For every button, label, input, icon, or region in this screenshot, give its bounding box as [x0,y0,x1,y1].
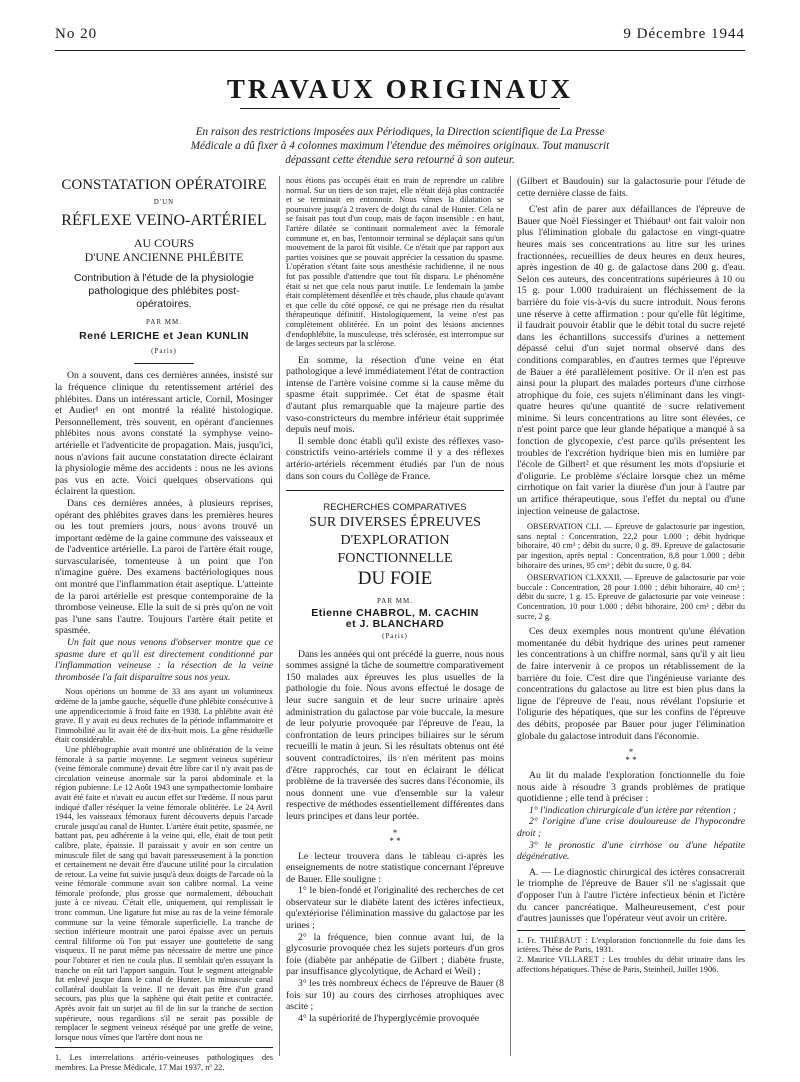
article2-footnote-2: 2. Maurice VILLARET : Les troubles du débit urinaire dans les affections hépatiques. Thèse de Paris, Steinheil, Juillet 1906. [517,955,745,974]
article2-list-4: 4° la supériorité de l'hyperglycémie provoquée [298,1012,480,1024]
article2-authors-2: et J. BLANCHARD [345,618,445,631]
article1-observation-2: Une phlébographie avait montré une oblitération de la veine fémorale à sa partie moyenne. Le segment veineux supérieur (veine fémorale commune) devait être libre car il n'y avait pas de circulation veineuse anormale sur la paroi abdominale et la région pubienne. Le 12 Août 1943 une sympathectomie lombaire avait été faite et n'avait eu aucun effet sur l'œdème. Il nous parut indiqué d'aller réséquer la veine fémorale oblitérée. Le 24 Avril 1944, les vaisseaux fémoraux furent découverts depuis l'arcade crurale jusqu'au canal de Hunter. L'artère était petite, spasmée, ne battant pas, peu adhérente à la veine qui, elle, était de tout petit calibre, plate, épaissie. Il paraissait y avoir en son centre un minuscule filet de sang qui bavait paresseusement à la ponction et certainement ne devait être d'aucune utilité pour la circulation de retour. La veine fut suivie jusqu'à deux doigts de l'arcade où la veine fémorale commune avait son calibre normal. La veine fémorale profonde, plus grosse que normalement, débouchait juste à ce niveau. C'était elle, uniquement, qui remplissait le tronc commun. Une ligature fut mise au ras de la veine fémorale commune sur la veine fémorale superficielle. La tranche de section inférieure montrait une paroi épaisse avec un pertuis central filiforme où l'on put essayer une gouttelette de sang visqueux. Il ne parut même pas nécessaire de mettre une pince pour l'obturer et rien ne coula plus. Il semblait qu'en essuyant la tranche on eût tari l'apport sanguin. Tout le segment atteignable fut enlevé jusque dans le canal de Hunter. Un minuscule canal collatéral doublait la veine. Il ne devait pas être d'un grand secours, pas plus que la saphène qui était petite et contractée. Après avoir fait un surjet au fil de lin sur la tranche de section supérieure, nous regardions s'il ne serait pas possible de remplacer le segment veineux réséqué par une greffe de veine, lorsque nous vîmes que l'artère dont nous ne [55,744,273,1042]
article1-title-3: AU COURS [133,235,195,250]
article2-c3-list-3: 3° le pronostic d'une cirrhose ou d'une hépatite dégénérative. [517,839,745,863]
article1-city: (Paris) [151,346,177,355]
footnote-rule [55,1047,273,1048]
article2-list-1: 1° le bien-fondé et l'originalité des recherches de cet observateur sur le diabète latent des ictères infectieux, qu'extériorise l'élimination massive du galactose par les urines ; [286,885,504,932]
title-rule [240,108,560,109]
article2-title-2: D'EXPLORATION FONCTIONNELLE [337,533,453,567]
footnote-rule-2 [517,930,745,931]
asterism: * * * [389,827,401,846]
article-separator [286,490,504,491]
article1-observation-continued: nous étions pas occupés était en train de reprendre un calibre normal. Sur un tiers de son trajet, elle n'était déjà plus contractée et se terminait en entonnoir. Nous vîmes la dilatation se poursuivre jusqu'à 2 travers de doigt du canal de Hunter. Cela ne se faisait pas tout d'un coup, mais de façon insensible : en haut, l'artère dilatée se continuait normalement avec la fémorale commune et, en bas, l'entonnoir terminal se déplaçait sans qu'un mouvement de la paroi fût visible. Ce n'était que par rapport aux parties voisines que se pouvait apprécier la cessation du spasme. L'opération s'étant faite sous anesthésie rachidienne, il ne nous fut pas possible d'attendre que tout fût disparu. Le phénomène était si net que cela nous parut inutile. Le lendemain la jambe était complètement désenflée et très chaude, plus chaude qu'avant et que celle du côté opposé, ce qui ne présage rien du résultat thérapeutique définitif. Histologiquement, la veine n'est pas complètement oblitérée. En un point des lésions anciennes d'endophlébite, la musculeuse, très sclérosée, est interrompue sur de larges secteurs par la sclérose. [286,176,504,349]
article2-title-3: DU FOIE [357,568,433,590]
issue-date: 9 Décembre 1944 [623,26,745,42]
column-2 [286,176,504,1024]
article1-footnote: 1. Les interrelations artério-veineuses pathologiques des membres. La Presse Médicale, 17 Mai 1937, nº 22. [55,1053,273,1072]
article2-list-3: 3° les très nombreux échecs de l'épreuve de Bauer (8 fois sur 10) au cours des cirrhoses atrophiques avec ascite ; [286,978,504,1013]
article2-observation-cli: OBSERVATION CLI. — Epreuve de galactosurie par ingestion, sans neptal : Concentration, 22,2 pour 1.000 ; débit hydrique bihoraire, 40 cm³ ; débit du sucre, 0 g. 89. Epreuve de galactosurie par ingestion, après neptal : Concentration, 8,8 pour 1.000 ; débit bihoraire des urines, 95 cm³ ; débit du sucre, 0 g. 84. [517,522,745,570]
editorial-note: En raison des restrictions imposées aux Périodiques, la Direction scientifique de La Presse Médicale a dû fixer à 4 colonnes maximum l'étendue des mémoires originaux. Tout manuscrit dépassant cette étendue sera retourné à son auteur. [190,126,610,166]
article1-separator [134,363,194,364]
column-3 [517,176,745,974]
article1-paragraph-2: Dans ces dernières années, à plusieurs reprises, opérant des phlébites graves dans les premières heures ou les tout premiers jours, nous avons trouvé un important œdème de la gaine commune des vaisseaux et de l'adventice artérielle. La paroi de l'artère était rouge, survascularisée, tomenteuse à un point que l'on n'imagine guère. Des examens bactériologiques nous ont montré que l'inflammation était aseptique. L'atteinte de la paroi artérielle est presque contemporaine de la thrombose veineuse. Elle la suit de si près qu'on ne voit pas l'une sans l'autre. Toujours l'artère était petite et spasmée. [55,497,273,637]
article2-c3-list-2: 2° l'origine d'une crise douloureuse de l'hypocondre droit ; [517,816,745,840]
column-divider-2 [510,176,511,1056]
article1-subtitle: Contribution à l'étude de la physiologie pathologique des phlébites post-opératoires. [73,271,255,310]
article2-c3-list-1: 1° l'indication chirurgicale d'un ictère par rétention ; [529,804,737,816]
article2-observation-clxxxii: OBSERVATION CLXXXII. — Epreuve de galactosurie par voie buccale : Concentration, 28 pour 1.000 ; débit bihoraire, 40 cm³ ; débit du sucre, 1 g. 15. Epreuve de galactosurie par voie veineuse : Concentration, 10 pour 1.000 ; débit bihoraire, 200 cm³ ; débit du sucre, 2 g. [517,573,745,621]
article2-c3-paragraph-1: C'est afin de parer aux défaillances de l'épreuve de Bauer que Noël Fiessinger et Thiébaut¹ ont fait valoir non plus l'élimination globale du galactose en vingt-quatre heures mais ses concentrations au litre sur les urines fractionnées, recueillies de deux heures en deux heures, après ingestion de 40 g. de galactose dans 200 g. d'eau. Selon ces auteurs, des concentrations supérieures à 10 ou 15 g. pour 1.000 traduiraient un fléchissement de la barrière du foie vis-à-vis du sucre introduit. Nous ferons une réserve à cette affirmation : pour qu'elle fût légitime, il faudrait pouvoir établir que le débit total du sucre rejeté dans les échantillons successifs d'urines a nettement dépassé celui d'un sujet normal observé dans des conditions comparables, en d'autres termes que l'épreuve de Bauer a été parallèlement positive. Or il n'en est pas ainsi pour la plupart des malades porteurs d'une cirrhose atrophique du foie, ces sujets n'éliminant dans les vingt-quatre heures qu'une quantité de sucre relativement minime. Si leurs concentrations au litre sont élevées, ce n'est point parce que leur glande hépatique a manqué à sa fonction de glycopexie, c'est parce qu'ils présentent les troubles de l'excrétion hydrique bien mis en lumière par l'école de Gilbert² et que résument les mots d'opsiurie et d'oligurie. Le problème s'éclaire lorsque chez un même cirrhotique on fait varier la diurèse d'un jour à l'autre par un artifice thérapeutique, sous l'effet du neptal ou d'une injection veineuse de galactose. [517,204,745,517]
article2-authors-1: Etienne CHABROL, M. CACHIN [311,606,479,619]
article2-title-1: SUR DIVERSES ÉPREUVES [309,515,481,531]
asterism-2: * * * [625,747,637,766]
article2-c3-paragraph-2: Ces deux exemples nous montrent qu'une élévation momentanée du débit hydrique des urines peut ramener les concentrations à un chiffre normal, sans qu'il y ait lieu de faire intervenir à ce propos un rétablissement de la barrière du foie. C'est dire que l'ingénieuse variante des concentrations du galactose au litre est bien plus dans la ligne de l'épreuve de l'eau, nous révélant l'opsiurie et l'oligurie des hépatiques, que sur les confins de l'épreuve des débits, proposée par Bauer pour juger l'élimination globale du galactose introduit dans l'économie. [517,626,745,742]
article2-c3-paragraph-3: Au lit du malade l'exploration fonctionnelle du foie nous aide à résoudre 3 grands problèmes de pratique quotidienne ; elle tend à préciser : [517,770,745,805]
article1-authors: René LERICHE et Jean KUNLIN [79,330,249,343]
column-1 [55,176,273,1073]
article1-paragraph-3: Un fait que nous venons d'observer montre que ce spasme dure et qu'il est directement conditionné par l'inflammation veineuse : la résection de la veine thrombosée l'a fait disparaître sous nos yeux. [55,637,273,683]
article2-c3-paragraph-4: A. — Le diagnostic chirurgical des ictères consacrerait le triomphe de l'épreuve de Bauer s'il ne s'agissait que d'opposer l'un à l'autre l'ictère infectieux bénin et l'ictère du cancer pancréatique. Malheureusement, c'est pour d'autres jaunisses que l'opérateur veut avoir un critère. [517,866,745,925]
article1-title-4: D'UNE ANCIENNE PHLÉBITE [84,249,244,264]
article2-kicker: RECHERCHES COMPARATIVES [323,502,467,514]
article2-footnote-1: 1. Fr. THIÉBAUT : L'exploration fonctionnelle du foie dans les ictères. Thèse de Paris, 1931. [517,935,745,955]
article1-title-2: RÉFLEXE VEINO-ARTÉRIEL [61,211,267,229]
article1-conclusion-2: Il semble donc établi qu'il existe des réflexes vaso-constrictifs veino-artériels comme il y a des réflexes artério-artériels récemment étudiés par l'un de nous dans son cours du Collège de France. [286,435,504,482]
article1-paragraph-1: On a souvent, dans ces dernières années, insisté sur la fréquence clinique du retentissement artériel des phlébites. Dans un intéressant article, Cornil, Mosinger et Audier¹ en ont montré la réalité histologique. Personnellement, très souvent, en opérant d'anciennes phlébites nous avons constaté la symphyse veino-artérielle et l'adventicite de propagation. Mais, jusqu'ici, nous n'avions fait aucune constatation directe éclairant la physiologie même des accidents : nous ne les avions pas vus en acte. Voici quelques observations qui éclairent la question. [55,370,273,498]
article1-par: PAR MM. [146,317,182,326]
article2-list-2: 2° la fréquence, bien connue avant lui, de la glycosurie provoquée chez les sujets porteurs d'un gros foie (diabète par anhépatie de Gilbert ; diabète fruste, par insuffisance glycolytique, de Achard et Weil) ; [286,931,504,978]
article2-city: (Paris) [382,632,408,640]
article2-paragraph-1: Dans les années qui ont précédé la guerre, nous nous sommes assigné la tâche de soumettre comparativement 150 malades aux épreuves les plus usuelles de la pathologie du foie. Nous avons effectué le dosage de leur sucre sanguin et de leur sucre urinaire après administration du galactose par voie buccale, la mesure de leur polyurie provoquée par l'épreuve de l'eau, la confrontation de leurs principes biliaires sur le sérum recueilli le matin à jeun. Si les résultats obtenus ont été souvent contradictoires, ils n'en méritent pas moins d'être rapprochés, car tout en éclairant le délicat problème de la traversée des sucres dans l'économie, ils nous donnent une vue d'ensemble sur la valeur respective de méthodes essentiellement différentes dans leurs principes et dans leur portée. [286,648,504,822]
article1-observation-1: Nous opérions un homme de 33 ans ayant un volumineux œdème de la jambe gauche, séquelle d'une phlébite consécutive à une appendicectomie à froid faite en 1938. La phlébite avait été grave. Il y avait eu deux rechutes de la période inflammatoire et l'immobilité au lit avait été de dix-huit mois. La gêne résiduelle était considérable. [55,687,273,745]
article1-conclusion-1: En somme, la résection d'une veine en état pathologique a levé immédiatement l'état de contraction intense de l'artère voisine comme si la cause même du spasme était supprimée. Cet état de spasme était d'autant plus remarquable que la majeure partie des vaso-constricteurs du membre inférieur était supprimée depuis neuf mois. [286,354,504,436]
column-divider-1 [279,176,280,1056]
article1-of: D'UN [153,198,175,206]
article2-paragraph-2: Le lecteur trouvera dans le tableau ci-après les enseignements de notre statistique concernant l'épreuve de Bauer. Elle souligne : [286,850,504,885]
article2-par: PAR MM. [377,597,413,606]
article2-c3-paragraph-0: (Gilbert et Baudouin) sur la galactosurie pour l'étude de cette dernière classe de faits. [517,176,745,199]
article1-title-1: CONSTATATION OPÉRATOIRE [61,177,267,193]
issue-number: No 20 [55,26,98,42]
section-title: TRAVAUX ORIGINAUX [226,74,574,104]
header-rule [55,50,745,51]
